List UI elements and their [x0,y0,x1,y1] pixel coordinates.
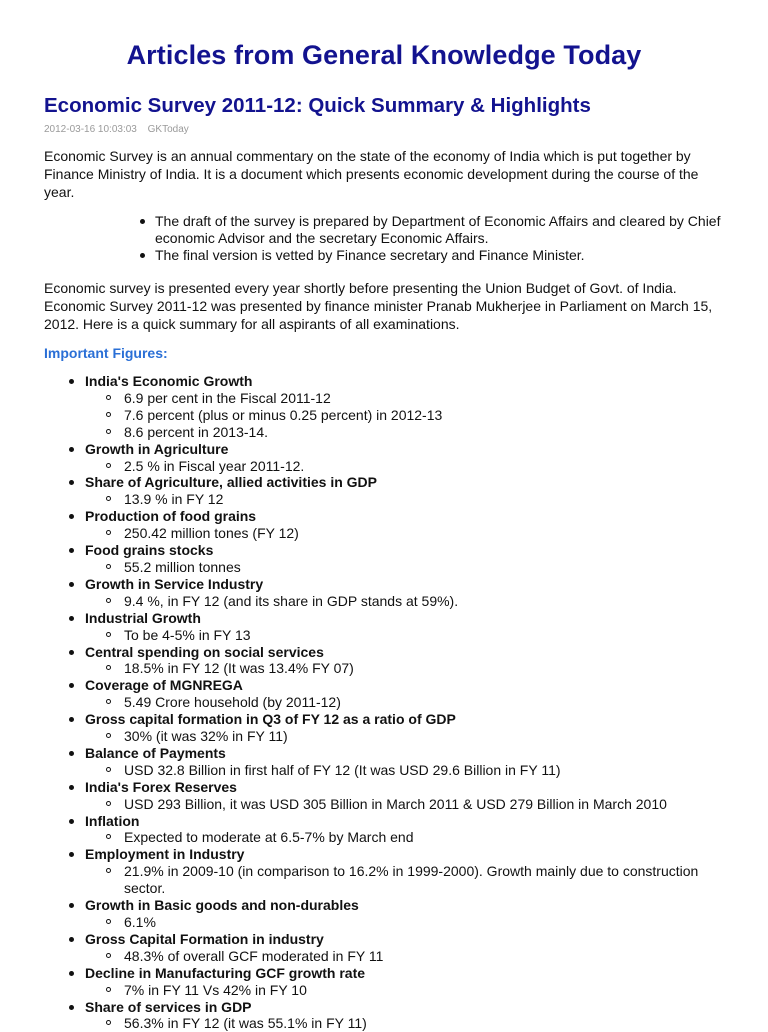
article-date: 2012-03-16 10:03:03 [44,124,137,135]
figure-values-list [85,948,748,965]
figure-heading: Central spending on social services [85,643,324,660]
figure-value: 48.3% of overall GCF moderated in FY 11 [102,948,724,965]
figure-values-list [85,559,748,576]
figure-values-list [85,660,748,677]
figure-values-list [85,458,748,475]
figure-heading: India's Economic Growth [85,373,253,389]
figure-heading: Balance of Payments [85,744,226,761]
figure-values-list [85,525,748,542]
figure-heading: India's Forex Reserves [85,778,237,795]
list-item: The final version is vetted by Finance secretary and Finance Minister. [136,247,726,264]
figure-value: USD 32.8 Billion in first half of FY 12 (It was USD 29.6 Billion in FY 11) [102,762,724,779]
figure-values-list [85,829,748,846]
figure-value: 2.5 % in Fiscal year 2011-12. [102,458,724,475]
figure-values-list [85,863,748,897]
list-item: The draft of the survey is prepared by Department of Economic Affairs and cleared by Chief economic Advisor and the secretary Economic Affairs. [136,213,726,247]
figure-value: 8.6 percent in 2013-14. [102,424,724,441]
important-figures-list [68,373,748,1032]
figure-item [68,644,748,678]
figure-heading: Gross Capital Formation in industry [85,930,324,947]
figure-value: USD 293 Billion, it was USD 305 Billion in March 2011 & USD 279 Billion in March 2010 [102,796,724,813]
figure-item [68,813,748,847]
figure-heading: Gross capital formation in Q3 of FY 12 as a ratio of GDP [85,711,456,728]
figure-value: 5.49 Crore household (by 2011-12) [102,694,724,711]
figure-heading: Coverage of MGNREGA [85,677,243,694]
figure-item [68,610,748,644]
figure-heading: Industrial Growth [85,609,201,626]
figure-value: 56.3% in FY 12 (it was 55.1% in FY 11) [102,1015,724,1032]
figure-heading: Food grains stocks [85,542,214,559]
figure-item [68,745,748,779]
intro-paragraph: Economic Survey is an annual commentary on the state of the economy of India which is put together by Finance Ministry of India. It is a document which presents economic development during the course of the year. [44,148,699,201]
figure-item [68,897,748,931]
figure-values-list [85,627,748,644]
figure-value: 55.2 million tonnes [102,559,724,576]
figure-item [68,474,748,508]
article-meta [44,124,189,135]
figure-item [68,373,748,441]
figure-heading: Production of food grains [85,508,257,525]
survey-process-list [136,213,726,264]
figure-item [68,846,748,897]
figure-values-list [85,982,748,999]
figure-heading: Growth in Basic goods and non-durables [85,897,359,914]
figure-heading: Growth in Agriculture [85,440,229,457]
figure-value: 30% (it was 32% in FY 11) [102,728,724,745]
figure-value: 250.42 million tones (FY 12) [102,525,724,542]
figure-item [68,576,748,610]
figure-heading: Employment in Industry [85,846,245,863]
figure-values-list [85,914,748,931]
article-title: Economic Survey 2011-12: Quick Summary & Highlights [44,94,591,117]
figure-value: 6.9 per cent in the Fiscal 2011-12 [102,390,724,407]
figure-value: 6.1% [102,914,724,931]
figure-item [68,965,748,999]
figure-value: 7% in FY 11 Vs 42% in FY 10 [102,982,724,999]
figure-item [68,441,748,475]
site-title: Articles from General Knowledge Today [126,40,642,70]
figure-item [68,677,748,711]
figure-heading: Inflation [85,812,140,829]
figure-values-list [85,390,748,441]
figure-value: 7.6 percent (plus or minus 0.25 percent) in 2012-13 [102,407,724,424]
figure-value: 21.9% in 2009-10 (in comparison to 16.2% in 1999-2000). Growth mainly due to construction sector. [102,863,724,897]
figure-item [68,931,748,965]
figure-heading: Growth in Service Industry [85,575,264,592]
figure-values-list [85,593,748,610]
figure-values-list [85,694,748,711]
figure-item [68,542,748,576]
figure-item [68,999,748,1032]
figure-values-list [85,728,748,745]
figure-item [68,508,748,542]
figure-item [68,779,748,813]
figure-value: 18.5% in FY 12 (It was 13.4% FY 07) [102,660,724,677]
figure-values-list [85,491,748,508]
figure-heading: Share of services in GDP [85,998,252,1015]
figure-value: To be 4-5% in FY 13 [102,627,724,644]
figure-value: 13.9 % in FY 12 [102,491,724,508]
figure-values-list [85,796,748,813]
figure-item [68,711,748,745]
figure-values-list [85,762,748,779]
figure-heading: Share of Agriculture, allied activities in GDP [85,474,378,491]
figure-value: Expected to moderate at 6.5-7% by March end [102,829,724,846]
figure-value: 9.4 %, in FY 12 (and its share in GDP stands at 59%). [102,593,724,610]
article-author: GKToday [147,124,189,135]
important-figures-heading: Important Figures: [44,345,168,361]
summary-paragraph: Economic survey is presented every year shortly before presenting the Union Budget of Govt. of India. Economic Survey 2011-12 was presented by finance minister Pranab Mukherjee in Parliament on March 15, 2012. Here is a quick summary for all aspirants of all examinations. [44,280,713,333]
figure-heading: Decline in Manufacturing GCF growth rate [85,964,366,981]
